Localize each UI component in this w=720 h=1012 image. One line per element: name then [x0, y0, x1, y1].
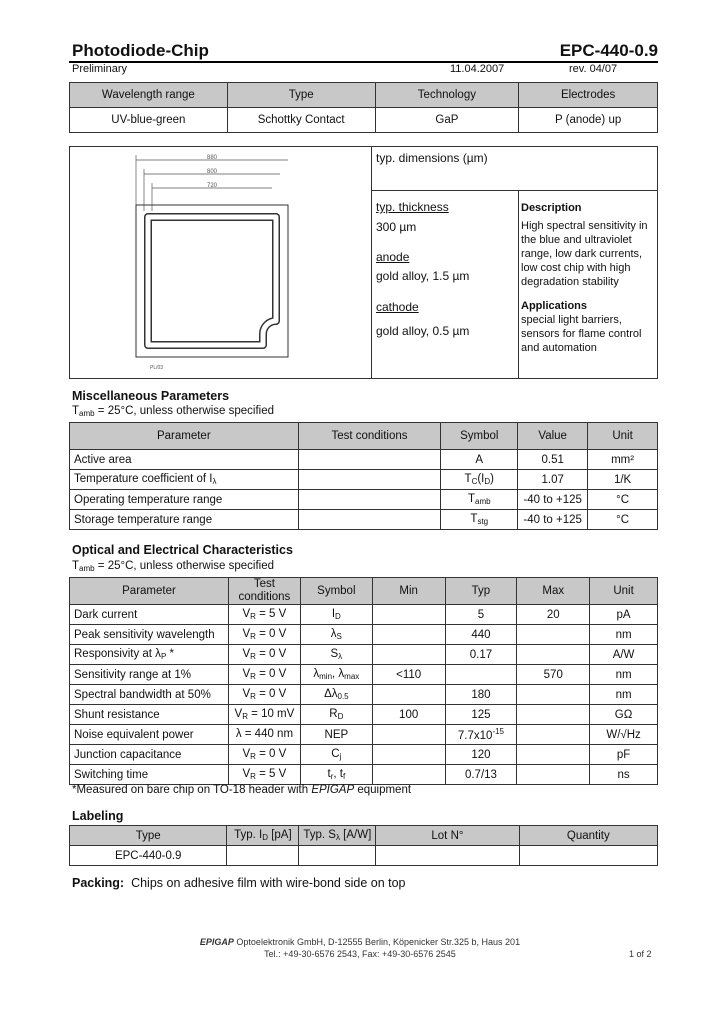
param-cell: Noise equivalent power — [70, 725, 229, 745]
cond-cell — [298, 490, 441, 510]
param-cell: Storage temperature range — [70, 510, 299, 530]
symbol-cell: A — [441, 450, 518, 470]
optical-header-conditions: Test conditions — [228, 578, 300, 605]
labeling-header: Typ. $S_\lambda$ [A/W] — [299, 826, 376, 846]
drawing-ref: PL/03 — [150, 365, 164, 371]
max-cell — [517, 685, 590, 705]
unit-cell: mm² — [588, 450, 658, 470]
unit-cell: nm — [590, 665, 658, 685]
typ-cell: 440 — [445, 625, 517, 645]
symbol-cell: $\lambda_S$ — [300, 625, 372, 645]
table-row — [70, 450, 658, 470]
param-cell: Temperature coefficient of $I_\lambda$ — [70, 470, 299, 490]
value-cell: 1.07 — [518, 470, 588, 490]
table-row — [70, 625, 658, 645]
optical-header: Parameter — [70, 578, 229, 605]
optical-header: Unit — [590, 578, 658, 605]
min-cell — [372, 625, 445, 645]
table-row — [70, 490, 658, 510]
unit-cell: °C — [588, 490, 658, 510]
cond-cell: $V_R = 5$ V — [228, 605, 300, 625]
dim-label: 720 — [206, 183, 218, 189]
param-cell: Spectral bandwidth at 50% — [70, 685, 229, 705]
cathode-label: cathode — [376, 300, 419, 314]
table-row — [70, 705, 658, 725]
value-cell: 0.51 — [518, 450, 588, 470]
symbol-cell: NEP — [300, 725, 372, 745]
typ-cell: 180 — [445, 685, 517, 705]
max-cell — [517, 725, 590, 745]
cond-cell: $V_R = 10$ mV — [228, 705, 300, 725]
cond-cell: $V_R = 0$ V — [228, 665, 300, 685]
symbol-cell: $R_D$ — [300, 705, 372, 725]
symbol-cell: $T_C(I_D)$ — [441, 470, 518, 490]
footnote: *Measured on bare chip on TO-18 header with EPIGAP equipment — [72, 784, 412, 796]
param-cell: Operating temperature range — [70, 490, 299, 510]
unit-cell: °C — [588, 510, 658, 530]
table-row — [70, 510, 658, 530]
min-cell — [372, 645, 445, 665]
typ-cell — [445, 665, 517, 685]
param-cell: Responsivity at $\lambda_P$ * — [70, 645, 229, 665]
summary-value: Schottky Contact — [227, 108, 375, 133]
param-cell: Peak sensitivity wavelength — [70, 625, 229, 645]
symbol-cell: $\lambda_{min}$, $\lambda_{max}$ — [300, 665, 372, 685]
summary-header: Electrodes — [519, 83, 658, 108]
unit-cell: nm — [590, 625, 658, 645]
cond-cell: $V_R = 0$ V — [228, 685, 300, 705]
param-cell: Active area — [70, 450, 299, 470]
min-cell — [372, 725, 445, 745]
max-cell — [517, 705, 590, 725]
labeling-title: Labeling — [72, 809, 124, 823]
description-line: degradation stability — [521, 276, 619, 288]
labeling-table — [69, 825, 658, 866]
thickness-label: typ. thickness — [376, 200, 449, 214]
table-row — [70, 846, 658, 866]
param-cell: Dark current — [70, 605, 229, 625]
symbol-cell: $S_\lambda$ — [300, 645, 372, 665]
cond-cell — [298, 450, 441, 470]
typ-cell: 120 — [445, 745, 517, 765]
labeling-header: Typ. $I_D$ [pA] — [227, 826, 299, 846]
thickness-value: 300 µm — [376, 220, 417, 234]
min-cell — [372, 745, 445, 765]
max-cell: 20 — [517, 605, 590, 625]
unit-cell: W/√Hz — [590, 725, 658, 745]
table-row — [70, 645, 658, 665]
table-row — [70, 765, 658, 785]
table-row — [70, 605, 658, 625]
doc-title: Photodiode-Chip — [72, 41, 209, 60]
date-text: 11.04.2007 — [450, 63, 505, 75]
table-row — [70, 685, 658, 705]
applications-line: and automation — [521, 342, 597, 354]
cond-cell: $V_R = 0$ V — [228, 645, 300, 665]
description-line: High spectral sensitivity in — [521, 220, 648, 232]
optical-conditions: $T_{amb} = 25^\circ C$, unless otherwise specified — [72, 560, 275, 573]
misc-header: Symbol — [441, 423, 518, 450]
description-line: low cost chip with high — [521, 262, 631, 274]
misc-header: Unit — [588, 423, 658, 450]
label-value — [299, 846, 376, 866]
cond-cell: $V_R = 0$ V — [228, 625, 300, 645]
param-cell: Junction capacitance — [70, 745, 229, 765]
label-value: EPC-440-0.9 — [70, 846, 227, 866]
cond-cell — [298, 470, 441, 490]
optical-header: Min — [372, 578, 445, 605]
summary-header: Technology — [375, 83, 519, 108]
symbol-cell: $I_D$ — [300, 605, 372, 625]
table-row — [70, 725, 658, 745]
misc-header: Test conditions — [298, 423, 441, 450]
min-cell: 100 — [372, 705, 445, 725]
symbol-cell: $T_{amb}$ — [441, 490, 518, 510]
optical-header: Symbol — [300, 578, 372, 605]
dim-label: 800 — [206, 169, 218, 175]
min-cell — [372, 605, 445, 625]
table-row — [70, 665, 658, 685]
max-cell — [517, 625, 590, 645]
unit-cell: pA — [590, 605, 658, 625]
dimensions-heading: typ. dimensions (µm) — [376, 151, 488, 165]
min-cell — [372, 765, 445, 785]
anode-value: gold alloy, 1.5 µm — [376, 269, 470, 283]
applications-line: sensors for flame control — [521, 328, 642, 340]
summary-value: UV-blue-green — [70, 108, 228, 133]
unit-cell: 1/K — [588, 470, 658, 490]
applications-title: Applications — [521, 300, 588, 312]
table-row — [70, 745, 658, 765]
max-cell — [517, 645, 590, 665]
misc-table — [69, 422, 658, 530]
cond-cell — [298, 510, 441, 530]
footer-contact: Tel.: +49-30-6576 2543, Fax: +49-30-6576 2545 — [264, 949, 456, 959]
labeling-header: Quantity — [519, 826, 657, 846]
param-cell: Shunt resistance — [70, 705, 229, 725]
param-cell: Switching time — [70, 765, 229, 785]
max-cell — [517, 745, 590, 765]
dim-label: 880 — [206, 155, 218, 161]
symbol-cell: $T_{stg}$ — [441, 510, 518, 530]
chip-drawing — [130, 151, 310, 375]
summary-table — [69, 82, 658, 133]
optical-table — [69, 577, 658, 785]
revision-text: rev. 04/07 — [569, 63, 618, 75]
dimensions-box — [69, 146, 658, 379]
cond-cell: $V_R = 0$ V — [228, 745, 300, 765]
typ-cell: 0.17 — [445, 645, 517, 665]
part-number: EPC-440-0.9 — [559, 41, 658, 60]
misc-header: Parameter — [70, 423, 299, 450]
min-cell — [372, 685, 445, 705]
value-cell: -40 to +125 — [518, 510, 588, 530]
max-cell: 570 — [517, 665, 590, 685]
optical-title: Optical and Electrical Characteristics — [72, 543, 293, 557]
label-value — [376, 846, 519, 866]
misc-conditions: $T_{amb} = 25^\circ C$, unless otherwise specified — [72, 405, 275, 418]
typ-cell: $7.7x10^{-15}$ — [445, 725, 517, 745]
max-cell — [517, 765, 590, 785]
status-text: Preliminary — [72, 63, 128, 75]
unit-cell: nm — [590, 685, 658, 705]
applications-line: special light barriers, — [521, 314, 622, 326]
cathode-value: gold alloy, 0.5 µm — [376, 324, 470, 338]
misc-title: Miscellaneous Parameters — [72, 389, 230, 403]
typ-cell: 0.7/13 — [445, 765, 517, 785]
cond-cell: λ = 440 nm — [228, 725, 300, 745]
page-number: 1 of 2 — [629, 949, 652, 959]
typ-cell: 125 — [445, 705, 517, 725]
cond-cell: $V_R = 5$ V — [228, 765, 300, 785]
summary-header: Wavelength range — [70, 83, 228, 108]
description-line: range, low dark currents, — [521, 248, 643, 260]
typ-cell: 5 — [445, 605, 517, 625]
description-line: the blue and ultraviolet — [521, 234, 632, 246]
optical-header: Typ — [445, 578, 517, 605]
label-value — [519, 846, 657, 866]
unit-cell: pF — [590, 745, 658, 765]
label-value — [227, 846, 299, 866]
footer-address: EPIGAP Optoelektronik GmbH, D-12555 Berlin, Köpenicker Str.325 b, Haus 201 — [199, 937, 521, 947]
symbol-cell: $C_j$ — [300, 745, 372, 765]
packing-line: Packing: Chips on adhesive film with wire-bond side on top — [72, 876, 406, 890]
summary-header: Type — [227, 83, 375, 108]
anode-label: anode — [376, 250, 410, 264]
unit-cell: GΩ — [590, 705, 658, 725]
summary-value: GaP — [375, 108, 519, 133]
description-title: Description — [521, 202, 582, 214]
symbol-cell: $\Delta\lambda_{0.5}$ — [300, 685, 372, 705]
min-cell: <110 — [372, 665, 445, 685]
summary-value: P (anode) up — [519, 108, 658, 133]
unit-cell: ns — [590, 765, 658, 785]
value-cell: -40 to +125 — [518, 490, 588, 510]
optical-header: Max — [517, 578, 590, 605]
unit-cell: A/W — [590, 645, 658, 665]
symbol-cell: $t_r$, $t_f$ — [300, 765, 372, 785]
param-cell: Sensitivity range at 1% — [70, 665, 229, 685]
labeling-header: Lot N° — [376, 826, 519, 846]
table-row — [70, 470, 658, 490]
misc-header: Value — [518, 423, 588, 450]
labeling-header: Type — [70, 826, 227, 846]
